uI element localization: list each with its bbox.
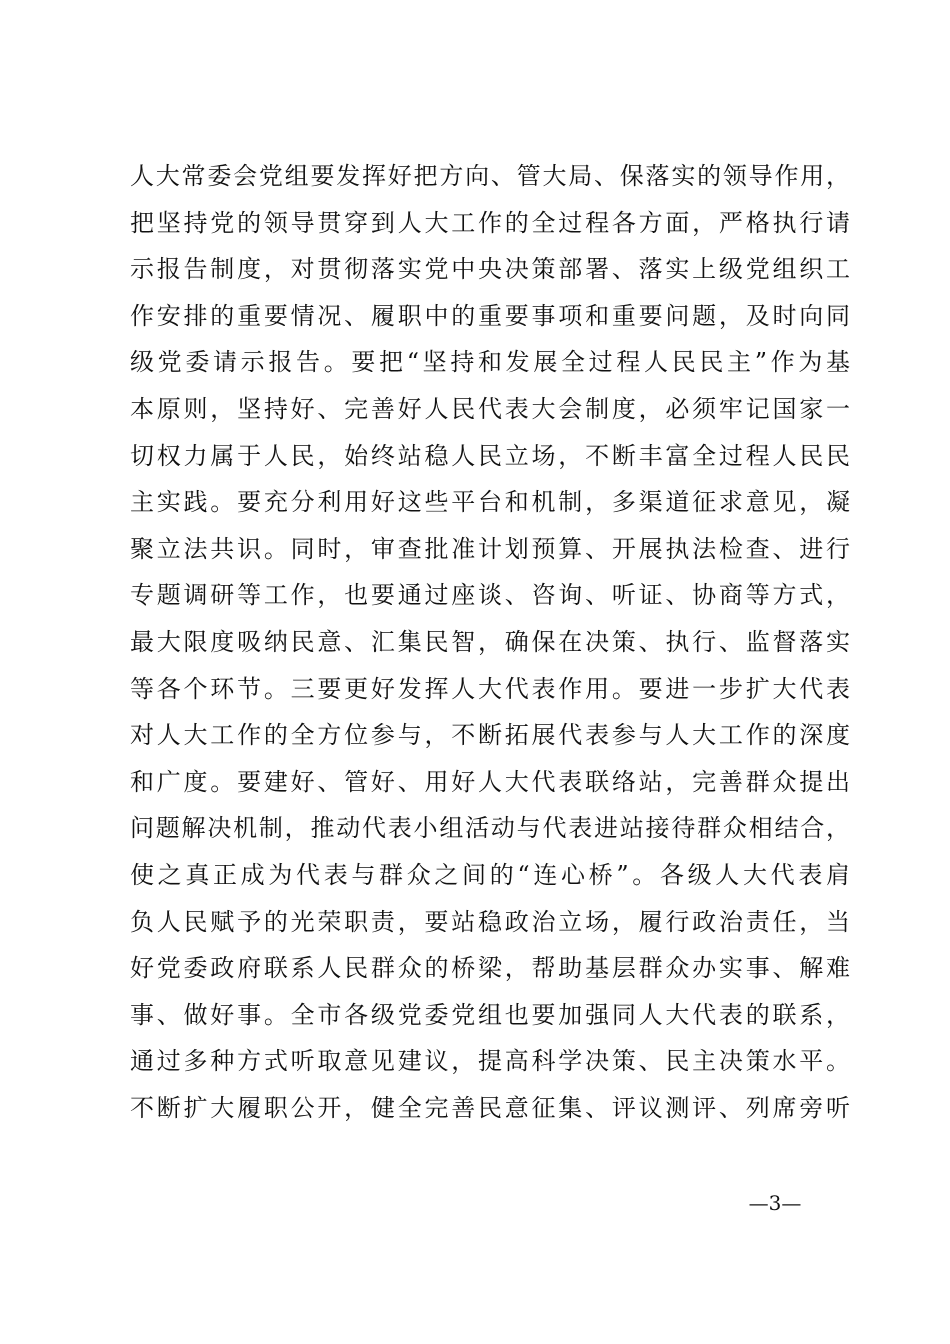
- text-line: 人大常委会党组要发挥好把方向、管大局、保落实的领导作用，: [130, 162, 850, 190]
- text-line: 主实践。要充分利用好这些平台和机制，多渠道征求意见，凝: [130, 488, 850, 517]
- text-line: 对人大工作的全方位参与，不断拓展代表参与人大工作的深度: [130, 721, 850, 750]
- text-line: 负人民赋予的光荣职责，要站稳政治立场，履行政治责任，当: [130, 907, 850, 936]
- text-line: 作安排的重要情况、履职中的重要事项和重要问题，及时向同: [130, 301, 850, 330]
- text-line: 本原则，坚持好、完善好人民代表大会制度，必须牢记国家一: [130, 394, 850, 423]
- text-line: 和广度。要建好、管好、用好人大代表联络站，完善群众提出: [130, 767, 850, 796]
- text-line: 级党委请示报告。要把“坚持和发展全过程人民民主”作为基: [130, 348, 850, 377]
- text-line: 事、做好事。全市各级党委党组也要加强同人大代表的联系，: [130, 1000, 850, 1029]
- text-line: 问题解决机制，推动代表小组活动与代表进站接待群众相结合，: [130, 814, 850, 843]
- text-line: 示报告制度，对贯彻落实党中央决策部署、落实上级党组织工: [130, 255, 850, 284]
- text-line: 聚立法共识。同时，审查批准计划预算、开展执法检查、进行: [130, 534, 850, 563]
- text-line: 好党委政府联系人民群众的桥梁，帮助基层群众办实事、解难: [130, 954, 850, 983]
- body-text: [130, 153, 850, 1131]
- text-line: 专题调研等工作，也要通过座谈、咨询、听证、协商等方式，: [130, 581, 850, 610]
- text-line: 不断扩大履职公开，健全完善民意征集、评议测评、列席旁听: [130, 1093, 850, 1122]
- text-line: 通过多种方式听取意见建议，提高科学决策、民主决策水平。: [130, 1047, 850, 1076]
- text-line: 使之真正成为代表与群众之间的“连心桥”。各级人大代表肩: [130, 860, 850, 889]
- text-line: 等各个环节。三要更好发挥人大代表作用。要进一步扩大代表: [130, 674, 850, 703]
- page-number: —3—: [748, 1191, 802, 1215]
- text-line: 把坚持党的领导贯穿到人大工作的全过程各方面，严格执行请: [130, 208, 850, 237]
- text-line: 最大限度吸纳民意、汇集民智，确保在决策、执行、监督落实: [130, 627, 850, 656]
- text-line: 切权力属于人民，始终站稳人民立场，不断丰富全过程人民民: [130, 441, 850, 470]
